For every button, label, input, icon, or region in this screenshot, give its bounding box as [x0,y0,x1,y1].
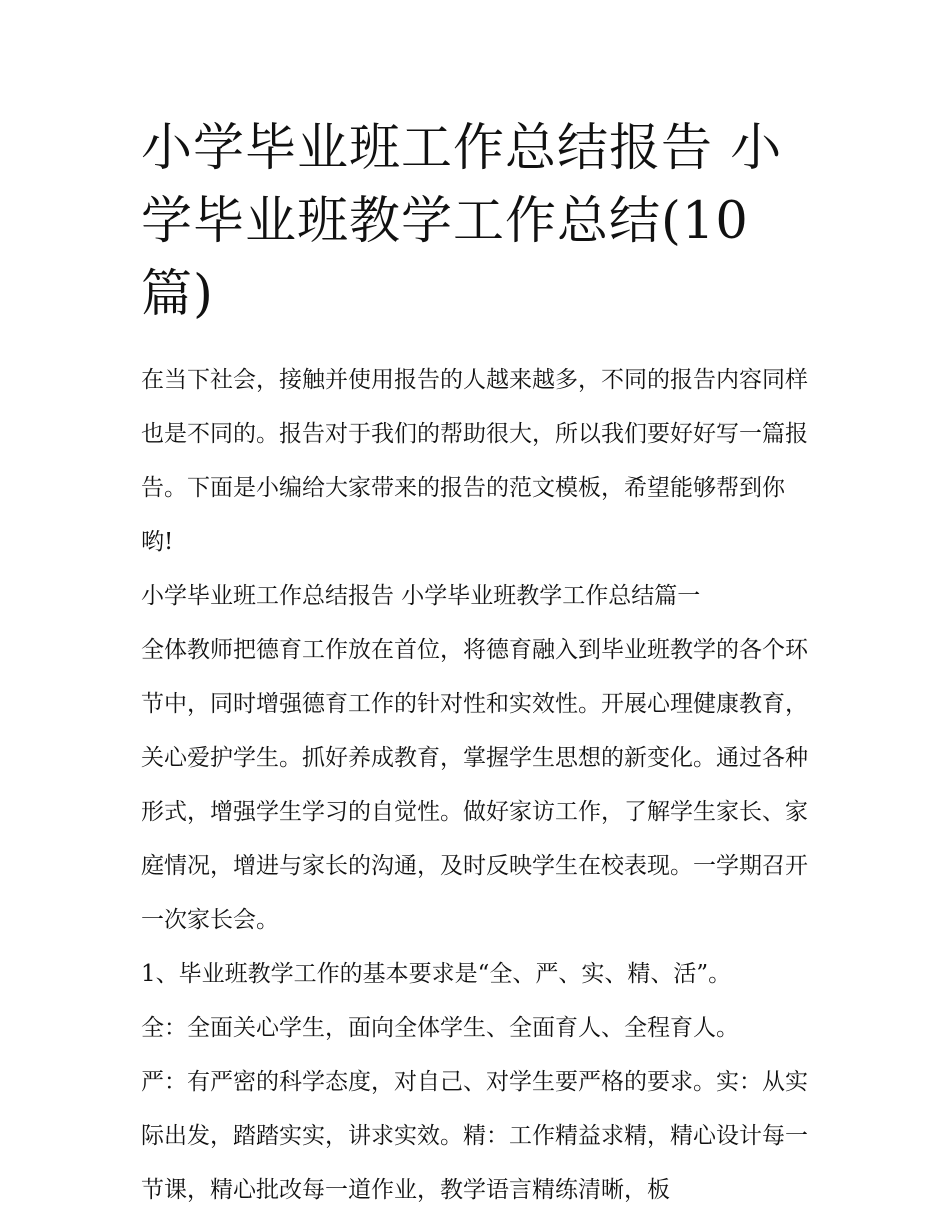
section-heading: 小学毕业班工作总结报告 小学毕业班教学工作总结篇一 [141,583,701,609]
document-title: 小学毕业班工作总结报告 小学毕业班教学工作总结(10 篇) [141,119,783,324]
document-body [141,112,816,1217]
list-item: 1、毕业班教学工作的基本要求是“全、严、实、精、活”。 [141,961,732,987]
intro-paragraph: 在当下社会，接触并使用报告的人越来越多，不同的报告内容同样也是不同的。报告对于我们的帮助很大，所以我们要好好写一篇报告。下面是小编给大家带来的报告的范文模板，希望能够帮到你哟! [141,367,808,555]
body-paragraph: 全：全面关心学生，面向全体学生、全面育人、全程育人。 [141,1015,739,1041]
body-paragraph: 全体教师把德育工作放在首位，将德育融入到毕业班教学的各个环节中，同时增强德育工作的针对性和实效性。开展心理健康教育，关心爱护学生。抓好养成教育，掌握学生思想的新变化。通过各种形式，增强学生学习的自觉性。做好家访工作，了解学生家长、家庭情况，增进与家长的沟通，及时反映学生在校表现。一学期召开一次家长会。 [141,637,808,933]
body-paragraph: 严：有严密的科学态度，对自己、对学生要严格的要求。实：从实际出发，踏踏实实，讲求实效。精：工作精益求精，精心设计每一节课，精心批改每一道作业，教学语言精练清晰，板 [141,1069,808,1203]
